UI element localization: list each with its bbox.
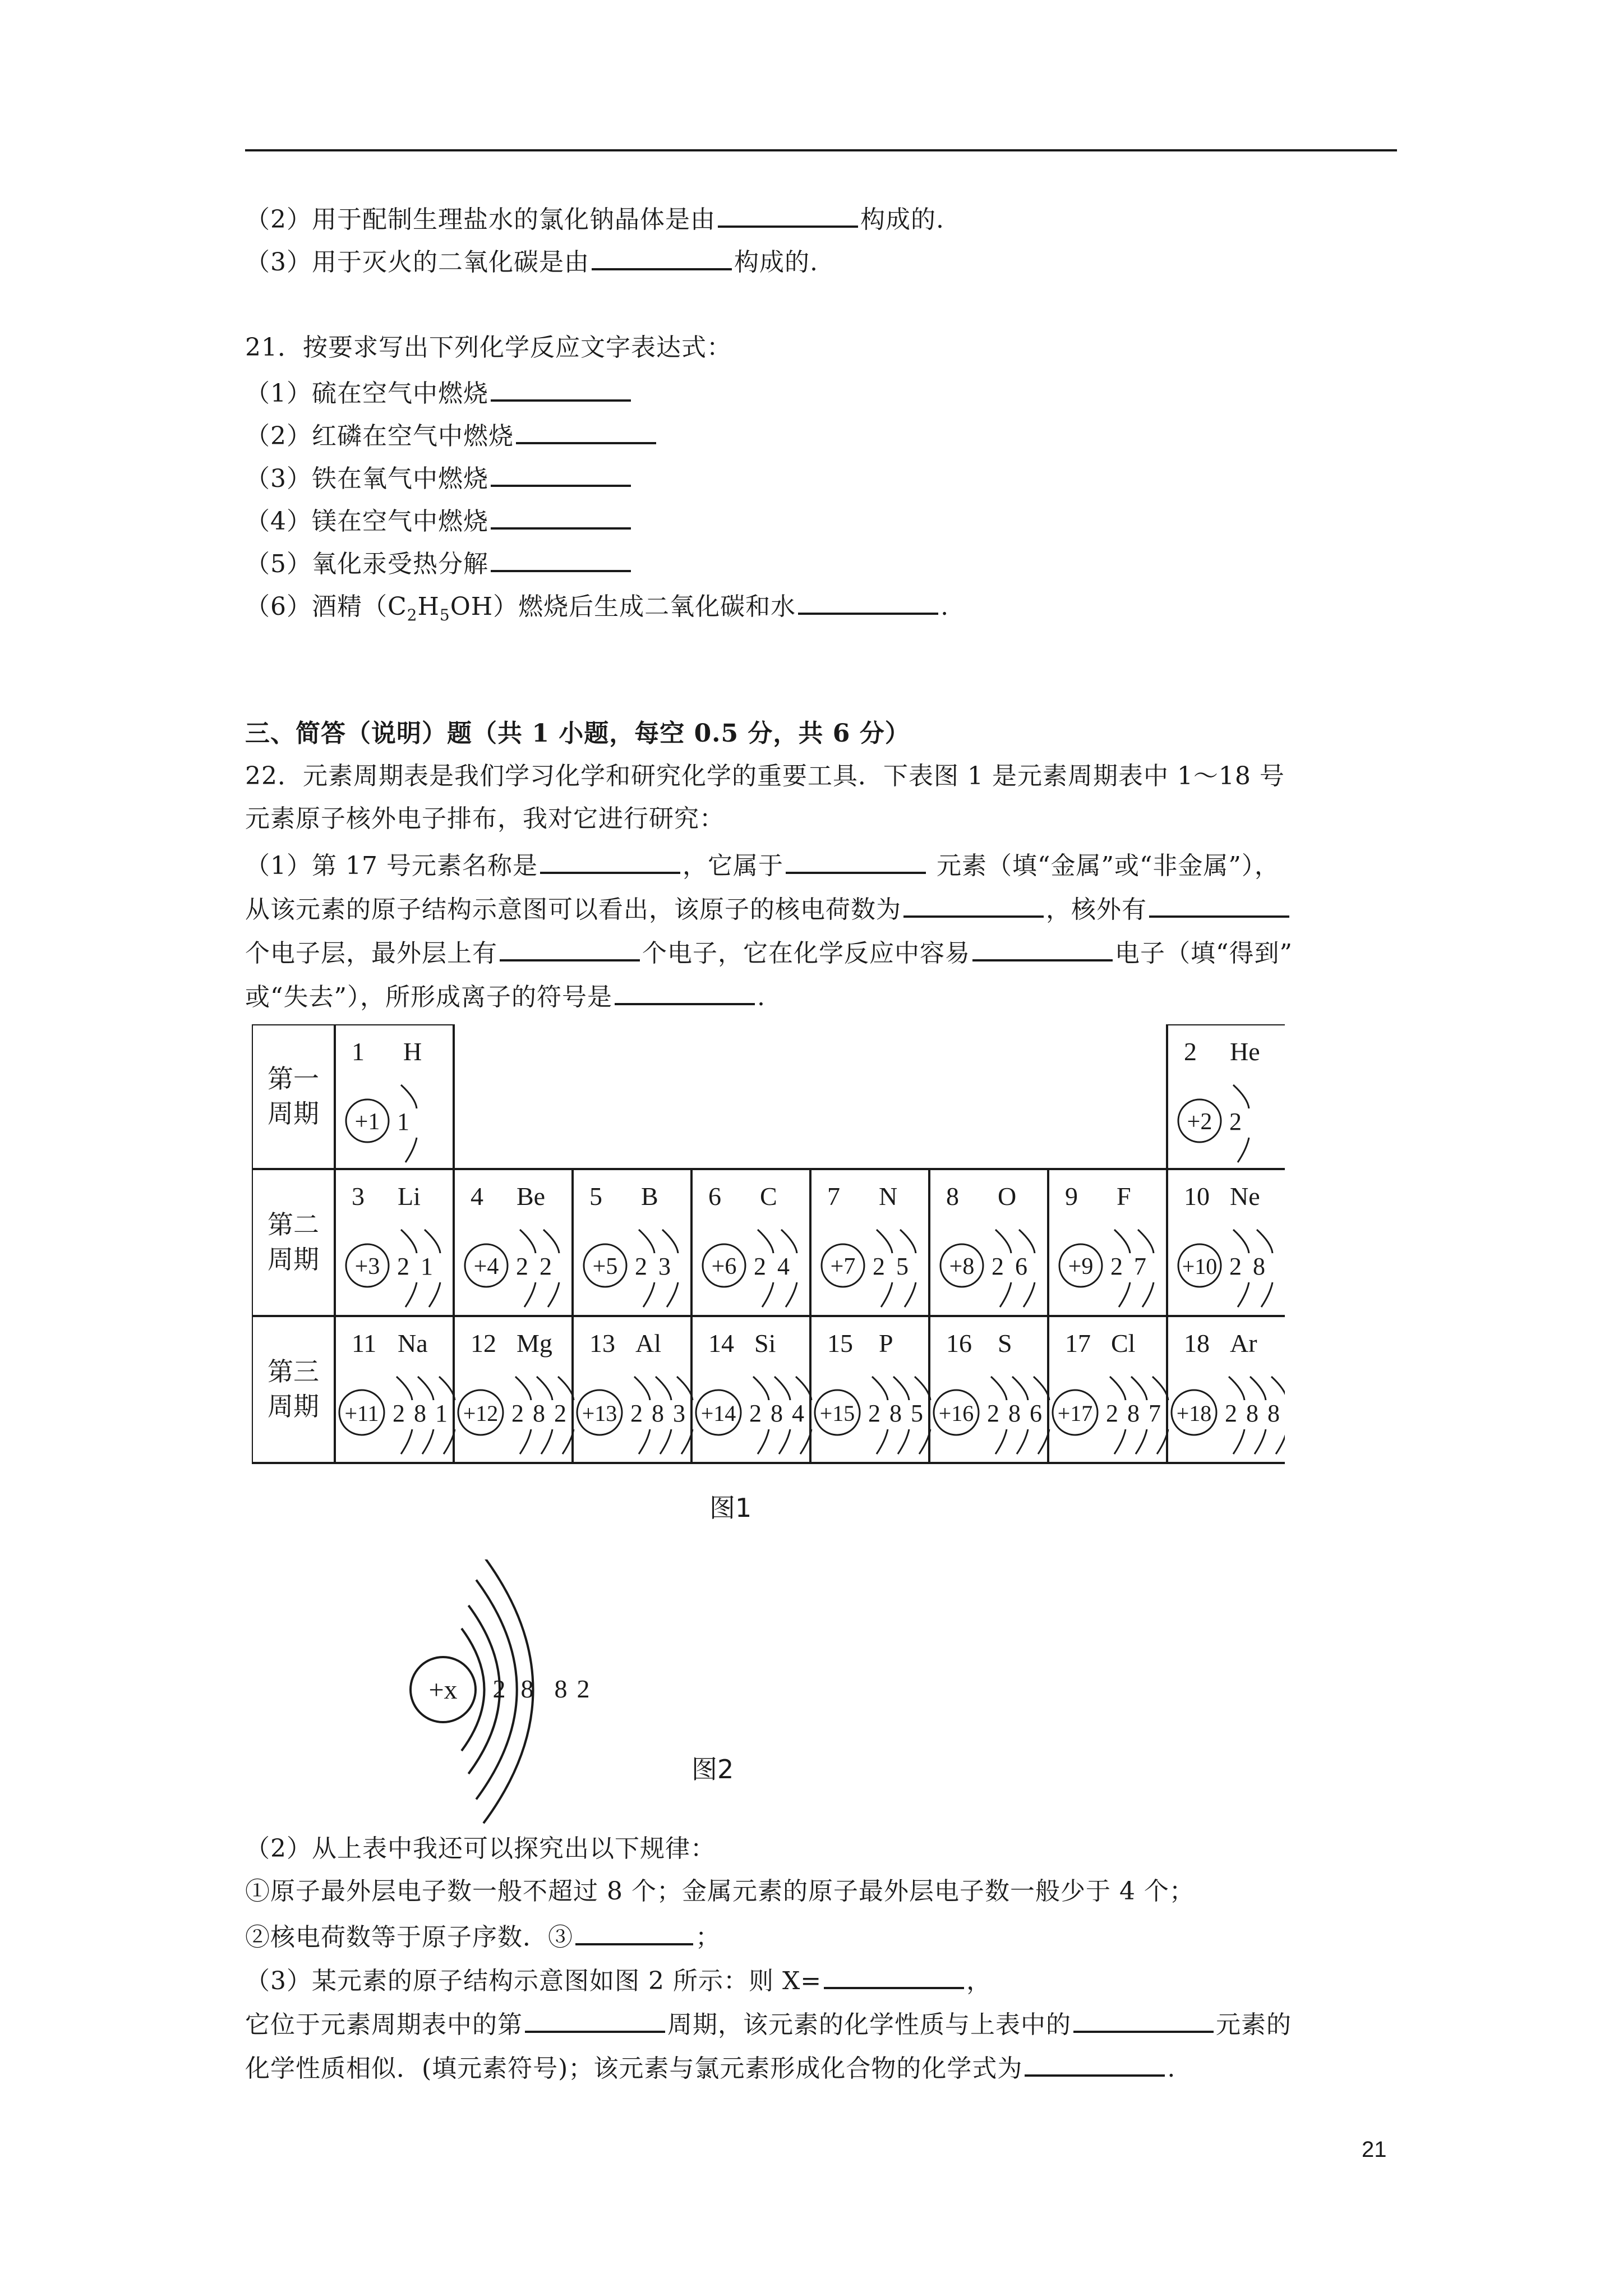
electron-shell-arc (524, 1282, 536, 1307)
nucleus-charge: +17 (1057, 1401, 1093, 1426)
q22-p1-a: （1）第 17 号元素名称是 ，它属于 元素（填“金属”或“非金属”）， (245, 846, 1280, 883)
answer-blank[interactable] (798, 587, 938, 615)
element-number: 16 (946, 1329, 972, 1358)
q22-intro-2: 元素原子核外电子排布，我对它进行研究： (245, 804, 725, 833)
q22-p3-a: （3）某元素的原子结构示意图如图 2 所示：则 X= ， (245, 1961, 992, 1998)
nucleus-charge: +2 (1187, 1109, 1212, 1135)
electron-shell-arc (1012, 1377, 1028, 1400)
electron-count: 5 (896, 1253, 909, 1280)
electron-shell-arc (1255, 1429, 1266, 1454)
electron-shell-arc (1119, 1282, 1130, 1307)
electron-count: 2 (516, 1253, 528, 1280)
element-symbol: F (1117, 1182, 1131, 1211)
electron-shell-arc (1276, 1429, 1285, 1454)
electron-count: 6 (1030, 1400, 1042, 1427)
element-number: 9 (1065, 1182, 1078, 1211)
nucleus-charge: +10 (1182, 1254, 1218, 1279)
element-number: 1 (352, 1037, 365, 1066)
electron-count: 2 (1229, 1108, 1242, 1135)
period-label: 周期 (268, 1244, 319, 1274)
electron-count: 2 (635, 1253, 647, 1280)
electron-count: 8 (1008, 1400, 1021, 1427)
electron-shell-arc (537, 1377, 552, 1400)
electron-shell-arc (639, 1230, 654, 1253)
element-number: 6 (708, 1182, 721, 1211)
electron-shell-arc (762, 1282, 773, 1307)
electron-shell-arc (1250, 1377, 1266, 1400)
electron-shell-arc (1238, 1138, 1249, 1162)
header-rule (245, 149, 1397, 151)
electron-count: 2 (754, 1253, 766, 1280)
nucleus-charge: +13 (582, 1401, 617, 1426)
electron-count: 1 (421, 1253, 433, 1280)
nucleus-charge: +x (428, 1675, 458, 1705)
answer-blank[interactable] (575, 1917, 693, 1945)
electron-count: 2 (1106, 1400, 1118, 1427)
electron-shell-arc (995, 1230, 1011, 1253)
period-label: 第一 (268, 1064, 319, 1094)
element-symbol: H (403, 1037, 422, 1066)
element-number: 17 (1065, 1329, 1091, 1358)
element-symbol: S (998, 1329, 1012, 1358)
nucleus-charge: +6 (711, 1254, 737, 1280)
element-symbol: P (879, 1329, 893, 1358)
electron-shell-arc (758, 1230, 773, 1253)
answer-blank[interactable] (540, 846, 680, 874)
electron-count: 8 (1246, 1400, 1258, 1427)
element-number: 15 (827, 1329, 853, 1358)
answer-blank[interactable] (615, 977, 755, 1005)
figure-1-caption: 图1 (709, 1493, 752, 1523)
q22-p2-rule-2: ②核电荷数等于原子序数．③ ； (245, 1917, 721, 1954)
q21-item-6: （6）酒精$(C_2H_5OH)$燃烧后生成二氧化碳和水 . (245, 587, 949, 632)
electron-count: 2 (630, 1400, 643, 1427)
electron-shell-arc (543, 1230, 559, 1253)
answer-blank[interactable] (1025, 2049, 1165, 2077)
electron-count: 8 (533, 1400, 545, 1427)
electron-shell-arc (1138, 1230, 1154, 1253)
answer-blank[interactable] (491, 374, 631, 402)
electron-count: 1 (397, 1108, 409, 1135)
electron-shell-arc (796, 1377, 811, 1400)
nucleus-charge: +16 (938, 1401, 974, 1426)
element-symbol: Ne (1230, 1182, 1260, 1211)
electron-shell-arc (418, 1377, 434, 1400)
electron-shell-arc (1136, 1429, 1147, 1454)
electron-count: 4 (777, 1253, 790, 1280)
q21-item-4: （4）镁在空气中燃烧 (245, 501, 633, 539)
q22-p1-c: 个电子层，最外层上有 个电子，它在化学反应中容易 电子（填“得到” (245, 933, 1293, 970)
electron-count: 3 (673, 1400, 685, 1427)
nucleus-charge: +8 (949, 1254, 975, 1280)
electron-shell-arc (520, 1230, 536, 1253)
electron-shell-arc (548, 1282, 559, 1307)
element-symbol: Li (398, 1182, 421, 1211)
nucleus-charge: +7 (830, 1254, 856, 1280)
q22-p3-b: 它位于元素周期表中的第 周期，该元素的化学性质与上表中的 元素的 (245, 2005, 1292, 2042)
electron-shell-arc (1261, 1282, 1272, 1307)
element-number: 11 (352, 1329, 377, 1358)
nucleus-charge: +3 (354, 1254, 380, 1280)
answer-blank[interactable] (525, 2005, 665, 2033)
electron-shell-arc (667, 1282, 678, 1307)
electron-shell-arc (877, 1230, 892, 1253)
electron-shell-arc (439, 1377, 455, 1400)
electron-shell-arc (656, 1377, 671, 1400)
figure-1-periodic-table (252, 1024, 1285, 1475)
electron-count: 2 (992, 1253, 1004, 1280)
element-number: 4 (471, 1182, 483, 1211)
nucleus-charge: +9 (1068, 1254, 1094, 1280)
electron-shell-arc (915, 1377, 930, 1400)
q20-line-3: （3）用于灭火的二氧化碳是由 构成的. (245, 242, 818, 279)
electron-count: 7 (1149, 1400, 1161, 1427)
answer-blank[interactable] (491, 501, 631, 530)
element-symbol: O (998, 1182, 1017, 1211)
electron-count: 5 (911, 1400, 923, 1427)
element-symbol: He (1230, 1037, 1260, 1066)
electron-shell-arc (1233, 1429, 1244, 1454)
electron-shell-arc (1152, 1377, 1168, 1400)
electron-shell-arc (515, 1377, 531, 1400)
electron-count: 2 (1225, 1400, 1237, 1427)
element-number: 5 (589, 1182, 602, 1211)
answer-blank[interactable] (903, 890, 1044, 918)
electron-shell-arc (660, 1429, 671, 1454)
electron-shell-arc (462, 1628, 485, 1751)
figure-2-atom-diagram (393, 1559, 617, 1829)
element-number: 10 (1184, 1182, 1210, 1211)
electron-shell-arc (401, 1230, 417, 1253)
nucleus-charge: +15 (819, 1401, 855, 1426)
electron-shell-arc (753, 1377, 769, 1400)
period-label: 第三 (268, 1356, 319, 1387)
element-number: 13 (589, 1329, 615, 1358)
nucleus-charge: +5 (592, 1254, 618, 1280)
element-symbol: Si (754, 1329, 776, 1358)
nucleus-charge: +12 (463, 1401, 499, 1426)
electron-shell-arc (779, 1429, 790, 1454)
element-number: 2 (1184, 1037, 1197, 1066)
electron-count: 2 (397, 1253, 409, 1280)
answer-blank[interactable] (500, 933, 640, 961)
q22-p2: （2）从上表中我还可以探究出以下规律： (245, 1834, 716, 1863)
electron-count: 8 (889, 1400, 902, 1427)
electron-shell-arc (1017, 1429, 1028, 1454)
q21-item-5: （5）氧化汞受热分解 (245, 544, 633, 581)
answer-blank[interactable] (824, 1961, 964, 1989)
element-symbol: Be (517, 1182, 546, 1211)
period-label: 周期 (268, 1098, 319, 1129)
electron-shell-arc (639, 1429, 650, 1454)
electron-count: 2 (987, 1400, 999, 1427)
element-number: 8 (946, 1182, 959, 1211)
electron-count: 2 (868, 1400, 880, 1427)
electron-shell-arc (677, 1377, 693, 1400)
electron-shell-arc (1000, 1282, 1011, 1307)
element-symbol: Al (635, 1329, 661, 1358)
electron-shell-arc (401, 1429, 412, 1454)
electron-count: 2 (540, 1253, 552, 1280)
q22-p3-c: 化学性质相似．(填元素符号)；该元素与氯元素形成化合物的化学式为 . (245, 2049, 1175, 2086)
electron-shell-arc (1023, 1282, 1035, 1307)
periodic-table-svg (252, 1024, 1285, 1473)
element-number: 7 (827, 1182, 840, 1211)
answer-blank[interactable] (718, 200, 858, 228)
electron-count: 2 (511, 1400, 524, 1427)
element-symbol: Ar (1230, 1329, 1257, 1358)
electron-count: 7 (1134, 1253, 1146, 1280)
element-number: 12 (471, 1329, 496, 1358)
element-symbol: Cl (1111, 1329, 1136, 1358)
nucleus-charge: +11 (344, 1401, 379, 1426)
electron-shell-arc (893, 1377, 909, 1400)
electron-shell-arc (1114, 1230, 1130, 1253)
electron-count: 3 (658, 1253, 671, 1280)
electron-count: 8 (554, 1674, 568, 1703)
electron-shell-arc (520, 1429, 531, 1454)
electron-shell-arc (634, 1377, 650, 1400)
answer-blank[interactable] (491, 459, 631, 487)
electron-shell-arc (643, 1282, 654, 1307)
electron-shell-arc (405, 1138, 417, 1162)
element-number: 18 (1184, 1329, 1210, 1358)
electron-shell-arc (1142, 1282, 1154, 1307)
electron-shell-arc (872, 1377, 888, 1400)
q22-p2-rule-1: ①原子最外层电子数一般不超过 8 个；金属元素的原子最外层电子数一般少于 4 个； (245, 1877, 1195, 1906)
electron-count: 6 (1015, 1253, 1027, 1280)
electron-shell-arc (1238, 1282, 1249, 1307)
element-symbol: Na (398, 1329, 428, 1358)
element-symbol: Mg (517, 1329, 552, 1358)
q21-title: 21．按要求写出下列化学反应文字表达式： (245, 333, 732, 362)
electron-shell-arc (774, 1377, 790, 1400)
page-number: 21 (1362, 2137, 1387, 2162)
electron-count: 1 (435, 1400, 448, 1427)
electron-shell-arc (905, 1282, 916, 1307)
q22-p1-b: 从该元素的原子结构示意图可以看出，该原子的核电荷数为 ，核外有 (245, 890, 1292, 927)
electron-shell-arc (429, 1282, 440, 1307)
electron-count: 2 (1229, 1253, 1242, 1280)
electron-count: 2 (492, 1674, 506, 1703)
figure-2-caption: 图2 (691, 1754, 734, 1784)
electron-count: 2 (873, 1253, 885, 1280)
answer-blank[interactable] (491, 544, 631, 572)
electron-shell-arc (881, 1282, 892, 1307)
period-label: 第二 (268, 1209, 319, 1240)
electron-shell-arc (558, 1377, 574, 1400)
electron-shell-arc (1233, 1230, 1249, 1253)
answer-blank[interactable] (516, 416, 656, 444)
electron-shell-arc (1233, 1085, 1249, 1108)
electron-shell-arc (991, 1377, 1007, 1400)
element-symbol: B (641, 1182, 658, 1211)
electron-count: 2 (577, 1674, 590, 1703)
electron-shell-arc (1019, 1230, 1035, 1253)
nucleus-charge: +1 (354, 1109, 380, 1135)
electron-count: 8 (1253, 1253, 1265, 1280)
electron-count: 2 (749, 1400, 762, 1427)
electron-count: 8 (1127, 1400, 1140, 1427)
nucleus-charge: +18 (1176, 1401, 1212, 1426)
electron-shell-arc (898, 1429, 909, 1454)
electron-shell-arc (877, 1429, 888, 1454)
electron-count: 8 (414, 1400, 426, 1427)
electron-shell-arc (662, 1230, 678, 1253)
electron-count: 8 (771, 1400, 783, 1427)
electron-shell-arc (422, 1429, 434, 1454)
q22-p1-d: 或“失去”），所形成离子的符号是 . (245, 977, 766, 1014)
electron-shell-arc (1034, 1377, 1049, 1400)
electron-count: 2 (1110, 1253, 1123, 1280)
q20-line-2: （2）用于配制生理盐水的氯化钠晶体是由 构成的. (245, 200, 944, 237)
element-number: 3 (352, 1182, 365, 1211)
q21-item-1: （1）硫在空气中燃烧 (245, 374, 633, 411)
q21-item-2: （2）红磷在空气中燃烧 (245, 416, 658, 453)
electron-shell-arc (1110, 1377, 1126, 1400)
answer-blank[interactable] (1149, 890, 1289, 918)
electron-shell-arc (541, 1429, 552, 1454)
element-symbol: C (760, 1182, 777, 1211)
element-number: 14 (708, 1329, 734, 1358)
electron-shell-arc (1114, 1429, 1126, 1454)
answer-blank[interactable] (972, 933, 1113, 961)
electron-count: 2 (554, 1400, 566, 1427)
electron-shell-arc (900, 1230, 916, 1253)
answer-blank[interactable] (1073, 2005, 1214, 2033)
q22-intro-1: 22．元素周期表是我们学习化学和研究化学的重要工具．下表图 1 是元素周期表中 1～18 号 (245, 762, 1285, 790)
electron-shell-arc (425, 1230, 440, 1253)
electron-count: 8 (1267, 1400, 1280, 1427)
period-label: 周期 (268, 1391, 319, 1421)
electron-shell-arc (401, 1085, 417, 1108)
element-symbol: N (879, 1182, 898, 1211)
electron-count: 8 (652, 1400, 664, 1427)
answer-blank[interactable] (786, 846, 926, 874)
electron-shell-arc (995, 1429, 1007, 1454)
electron-shell-arc (405, 1282, 417, 1307)
answer-blank[interactable] (592, 242, 732, 270)
electron-shell-arc (1131, 1377, 1147, 1400)
electron-count: 2 (393, 1400, 405, 1427)
section-3-title: 三、简答（说明）题（共 1 小题，每空 0.5 分，共 6 分） (245, 719, 910, 748)
electron-shell-arc (1229, 1377, 1244, 1400)
electron-shell-arc (1257, 1230, 1272, 1253)
nucleus-charge: +4 (473, 1254, 499, 1280)
q21-item-3: （3）铁在氧气中燃烧 (245, 459, 633, 496)
electron-shell-arc (786, 1282, 797, 1307)
electron-count: 8 (520, 1674, 534, 1703)
electron-shell-arc (758, 1429, 769, 1454)
electron-shell-arc (781, 1230, 797, 1253)
nucleus-charge: +14 (700, 1401, 736, 1426)
electron-shell-arc (1271, 1377, 1285, 1400)
electron-shell-arc (396, 1377, 412, 1400)
electron-count: 4 (792, 1400, 804, 1427)
